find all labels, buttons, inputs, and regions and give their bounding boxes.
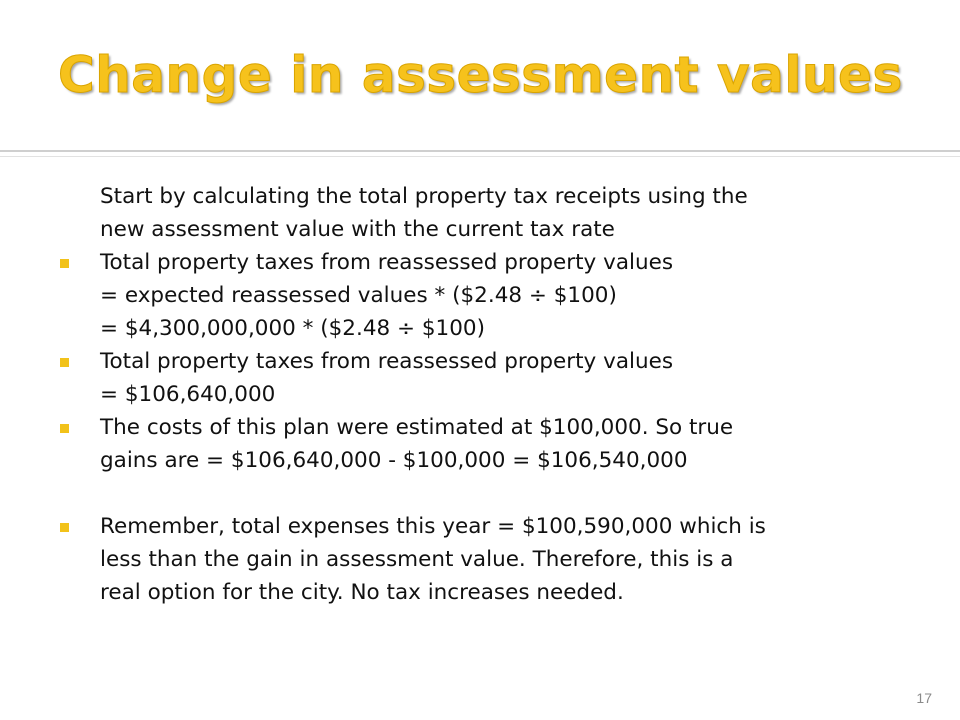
intro-line-2: new assessment value with the current tax rate [100, 217, 615, 242]
title-band [0, 0, 960, 152]
intro-paragraph [58, 180, 938, 246]
bullet-1-line-3: = $4,300,000,000 * ($2.48 ÷ $100) [100, 316, 485, 341]
slide-title: Change in assessment values [58, 46, 903, 104]
title-divider [0, 150, 960, 152]
paragraph-spacer [58, 477, 938, 510]
bullet-4-line-3: real option for the city. No tax increases needed. [100, 580, 624, 605]
square-bullet-icon [60, 523, 69, 532]
bullet-1-line-1: Total property taxes from reassessed property values [100, 250, 674, 275]
bullet-item-4 [58, 510, 938, 609]
bullet-item-2 [58, 345, 938, 411]
bullet-item-1 [58, 246, 938, 345]
intro-line-1: Start by calculating the total property tax receipts using the [100, 184, 748, 209]
title-divider-secondary [0, 156, 960, 157]
square-bullet-icon [60, 424, 69, 433]
slide-body [58, 180, 938, 609]
bullet-4-line-2: less than the gain in assessment value. Therefore, this is a [100, 547, 734, 572]
page-number: 17 [916, 690, 932, 706]
bullet-2-line-2: = $106,640,000 [100, 382, 276, 407]
bullet-3-line-2: gains are = $106,640,000 - $100,000 = $106,540,000 [100, 448, 688, 473]
square-bullet-icon [60, 259, 69, 268]
bullet-item-3 [58, 411, 938, 477]
bullet-1-line-2: = expected reassessed values * ($2.48 ÷ $100) [100, 283, 617, 308]
square-bullet-icon [60, 358, 69, 367]
bullet-2-line-1: Total property taxes from reassessed property values [100, 349, 674, 374]
bullet-3-line-1: The costs of this plan were estimated at $100,000. So true [100, 415, 734, 440]
bullet-4-line-1: Remember, total expenses this year = $100,590,000 which is [100, 514, 766, 539]
